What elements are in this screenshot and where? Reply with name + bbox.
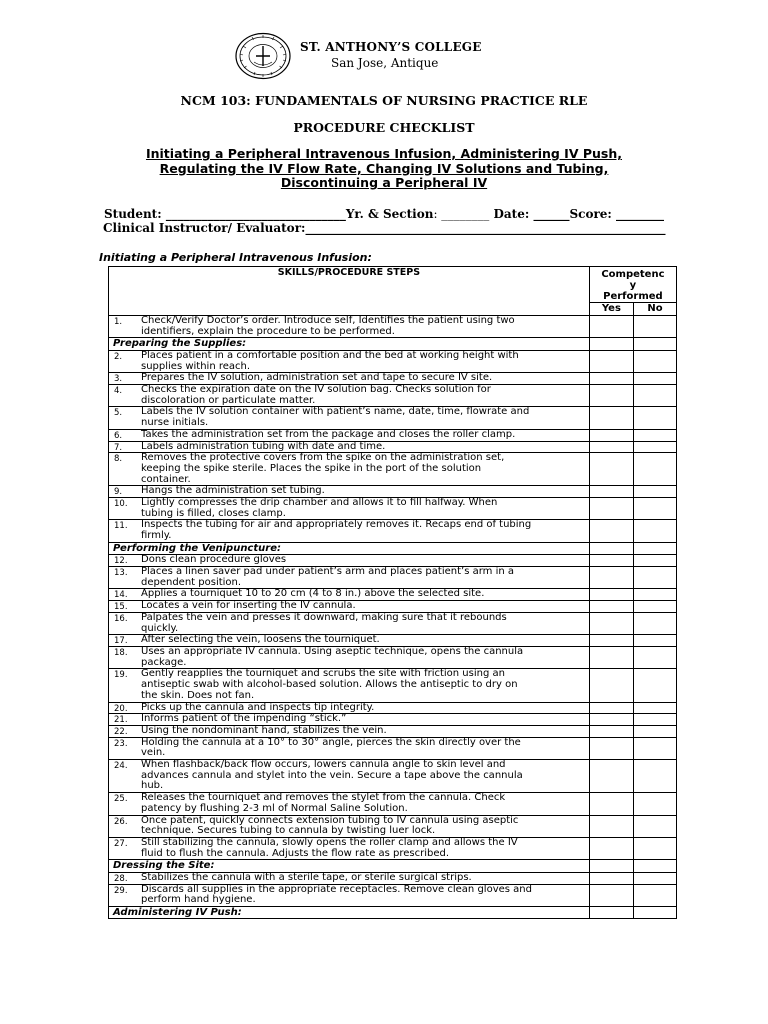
procedure-checklist-table xyxy=(108,266,677,919)
step-text-line: Locates a vein for inserting the IV cannula. xyxy=(141,600,356,612)
table-row xyxy=(109,837,677,859)
no-checkbox-cell[interactable] xyxy=(633,884,676,906)
yes-checkbox-cell[interactable] xyxy=(589,441,633,453)
no-checkbox-cell[interactable] xyxy=(633,520,676,542)
course-title: NCM 103: FUNDAMENTALS OF NURSING PRACTICE RLE xyxy=(180,93,588,108)
steps-column-header: SKILLS/PROCEDURE STEPS xyxy=(109,267,590,316)
yes-checkbox-cell[interactable] xyxy=(589,860,633,873)
no-checkbox-cell[interactable] xyxy=(633,373,676,385)
step-text-line: nurse initials. xyxy=(141,417,209,429)
step-number: 15. xyxy=(114,602,128,613)
yes-checkbox-cell[interactable] xyxy=(589,837,633,859)
step-cell xyxy=(109,567,590,589)
table-row xyxy=(109,872,677,884)
step-cell xyxy=(109,815,590,837)
yes-checkbox-cell[interactable] xyxy=(589,646,633,668)
competency-column-header xyxy=(589,267,676,303)
college-name: ST. ANTHONY’S COLLEGE xyxy=(300,40,482,54)
yes-checkbox-cell[interactable] xyxy=(589,793,633,815)
table-row xyxy=(109,316,677,338)
yes-checkbox-cell[interactable] xyxy=(589,316,633,338)
section-row xyxy=(109,860,677,873)
no-checkbox-cell[interactable] xyxy=(633,906,676,919)
score-label: Score: xyxy=(569,207,612,221)
step-text-line: Holding the cannula at a 10° to 30° angle, pierces the skin directly over the xyxy=(141,736,521,748)
no-checkbox-cell[interactable] xyxy=(633,567,676,589)
step-cell xyxy=(109,601,590,613)
step-text-line: Labels administration tubing with date and time. xyxy=(141,440,386,452)
no-checkbox-cell[interactable] xyxy=(633,385,676,407)
step-text-line: Lightly compresses the drip chamber and allows it to fill halfway. When xyxy=(141,497,498,509)
step-text-line: Picks up the cannula and inspects tip integrity. xyxy=(141,701,375,713)
step-number: 29. xyxy=(114,885,128,896)
step-cell xyxy=(109,453,590,486)
step-text-line: supplies within reach. xyxy=(141,360,251,372)
instructor-info-line xyxy=(103,221,665,235)
step-text-line: discoloration or particulate matter. xyxy=(141,394,316,406)
step-text-line: Gently reapplies the tourniquet and scrubs the site with friction using an xyxy=(141,668,505,680)
section-row xyxy=(109,542,677,555)
yes-checkbox-cell[interactable] xyxy=(589,567,633,589)
step-number: 22. xyxy=(114,726,128,737)
yes-checkbox-cell[interactable] xyxy=(589,760,633,793)
no-checkbox-cell[interactable] xyxy=(633,737,676,759)
yes-checkbox-cell[interactable] xyxy=(589,601,633,613)
no-checkbox-cell[interactable] xyxy=(633,635,676,647)
step-cell xyxy=(109,429,590,441)
step-text-line: vein. xyxy=(141,747,166,759)
table-row xyxy=(109,385,677,407)
table-row xyxy=(109,498,677,520)
step-cell xyxy=(109,486,590,498)
step-text-line: antiseptic swab with alcohol-based solution. Allows the antiseptic to dry on xyxy=(141,679,518,691)
competency-header-line: y xyxy=(629,280,637,291)
no-checkbox-cell[interactable] xyxy=(633,498,676,520)
no-checkbox-cell[interactable] xyxy=(633,669,676,702)
section-title: Preparing the Supplies: xyxy=(109,338,590,351)
table-row xyxy=(109,407,677,429)
step-number: 3. xyxy=(114,374,123,385)
no-checkbox-cell[interactable] xyxy=(633,837,676,859)
yes-checkbox-cell[interactable] xyxy=(589,906,633,919)
step-text-line: identifiers, explain the procedure to be performed. xyxy=(141,325,395,337)
no-checkbox-cell[interactable] xyxy=(633,407,676,429)
no-checkbox-cell[interactable] xyxy=(633,429,676,441)
yes-checkbox-cell[interactable] xyxy=(589,702,633,714)
table-row xyxy=(109,520,677,542)
table-row xyxy=(109,793,677,815)
step-text-line: Removes the protective covers from the spike on the administration set, xyxy=(141,452,505,464)
yes-checkbox-cell[interactable] xyxy=(589,669,633,702)
step-cell xyxy=(109,498,590,520)
step-cell xyxy=(109,702,590,714)
step-text-line: Releases the tourniquet and removes the stylet from the cannula. Check xyxy=(141,792,506,804)
table-row xyxy=(109,441,677,453)
date-field[interactable]: ______ xyxy=(529,207,570,221)
procedure-title xyxy=(100,147,668,191)
step-number: 11. xyxy=(114,521,128,532)
step-number: 14. xyxy=(114,590,128,601)
step-number: 21. xyxy=(114,715,128,726)
table-row xyxy=(109,815,677,837)
step-number: 28. xyxy=(114,873,128,884)
step-text-line: patency by flushing 2-3 ml of Normal Saline Solution. xyxy=(141,802,408,814)
step-cell xyxy=(109,793,590,815)
step-number: 17. xyxy=(114,636,128,647)
step-text-line: Places patient in a comfortable position and the bed at working height with xyxy=(141,349,519,361)
step-text-line: the skin. Does not fan. xyxy=(141,689,255,701)
college-seal-icon xyxy=(234,32,292,80)
step-number: 27. xyxy=(114,838,128,849)
step-text-line: Places a linen saver pad under patient’s arm and places patient’s arm in a xyxy=(141,566,514,578)
yes-checkbox-cell[interactable] xyxy=(589,737,633,759)
table-row xyxy=(109,669,677,702)
step-number: 8. xyxy=(114,454,123,465)
procedure-title-line: Discontinuing a Peripheral IV xyxy=(280,175,488,190)
no-checkbox-cell[interactable] xyxy=(633,815,676,837)
step-text-line: technique. Secures tubing to cannula by twisting luer lock. xyxy=(141,825,436,837)
date-label: Date: xyxy=(493,207,530,221)
section-row xyxy=(109,906,677,919)
section-title: Performing the Venipuncture: xyxy=(109,542,590,555)
no-checkbox-cell[interactable] xyxy=(633,872,676,884)
step-text-line: package. xyxy=(141,656,187,668)
step-text-line: tubing is filled, closes clamp. xyxy=(141,507,286,519)
step-cell xyxy=(109,635,590,647)
step-text-line: Stabilizes the cannula with a sterile tape, or sterile surgical strips. xyxy=(141,871,472,883)
step-cell xyxy=(109,520,590,542)
step-number: 2. xyxy=(114,351,123,362)
no-checkbox-cell[interactable] xyxy=(633,793,676,815)
no-checkbox-cell[interactable] xyxy=(633,601,676,613)
step-number: 12. xyxy=(114,556,128,567)
step-text-line: Using the nondominant hand, stabilizes the vein. xyxy=(141,724,387,736)
student-label: Student: xyxy=(104,207,162,221)
step-cell xyxy=(109,441,590,453)
step-cell xyxy=(109,884,590,906)
no-checkbox-cell[interactable] xyxy=(633,338,676,351)
step-number: 18. xyxy=(114,647,128,658)
step-number: 19. xyxy=(114,670,128,681)
college-location: San Jose, Antique xyxy=(331,56,439,70)
step-text-line: Uses an appropriate IV cannula. Using aseptic technique, opens the cannula xyxy=(141,645,524,657)
step-cell xyxy=(109,612,590,634)
step-number: 26. xyxy=(114,816,128,827)
yes-checkbox-cell[interactable] xyxy=(589,714,633,726)
table-row xyxy=(109,589,677,601)
step-text-line: Hangs the administration set tubing. xyxy=(141,485,325,497)
no-checkbox-cell[interactable] xyxy=(633,702,676,714)
no-checkbox-cell[interactable] xyxy=(633,453,676,486)
step-text-line: After selecting the vein, loosens the tourniquet. xyxy=(141,634,380,646)
step-number: 1. xyxy=(114,317,123,327)
yes-checkbox-cell[interactable] xyxy=(589,555,633,567)
table-row xyxy=(109,453,677,486)
step-number: 9. xyxy=(114,487,123,498)
score-field[interactable]: ________ xyxy=(611,207,665,221)
yes-checkbox-cell[interactable] xyxy=(589,635,633,647)
step-cell xyxy=(109,872,590,884)
step-text-line: Dons clean procedure gloves xyxy=(141,554,287,566)
no-checkbox-cell[interactable] xyxy=(633,441,676,453)
step-cell xyxy=(109,555,590,567)
step-number: 20. xyxy=(114,703,128,714)
no-checkbox-cell[interactable] xyxy=(633,316,676,338)
step-cell xyxy=(109,385,590,407)
step-text-line: quickly. xyxy=(141,622,179,634)
step-cell xyxy=(109,714,590,726)
step-number: 16. xyxy=(114,613,128,624)
table-row xyxy=(109,429,677,441)
step-text-line: dependent position. xyxy=(141,576,242,588)
no-checkbox-cell[interactable] xyxy=(633,350,676,372)
table-row xyxy=(109,567,677,589)
no-checkbox-cell[interactable] xyxy=(633,612,676,634)
step-cell xyxy=(109,350,590,372)
yes-checkbox-cell[interactable] xyxy=(589,612,633,634)
no-checkbox-cell[interactable] xyxy=(633,555,676,567)
step-cell xyxy=(109,373,590,385)
yes-checkbox-cell[interactable] xyxy=(589,725,633,737)
yes-checkbox-cell[interactable] xyxy=(589,520,633,542)
table-row xyxy=(109,702,677,714)
table-row xyxy=(109,350,677,372)
section-field[interactable]: : ________ xyxy=(433,207,490,221)
step-text-line: Palpates the vein and presses it downward, making sure that it rebounds xyxy=(141,611,507,623)
yes-checkbox-cell[interactable] xyxy=(589,872,633,884)
no-checkbox-cell[interactable] xyxy=(633,714,676,726)
section-label: Yr. & Section xyxy=(345,207,434,221)
step-text-line: Still stabilizing the cannula, slowly opens the roller clamp and allows the IV xyxy=(141,836,518,848)
yes-checkbox-cell[interactable] xyxy=(589,429,633,441)
instructor-field[interactable]: ____________________________________________________________ xyxy=(305,221,666,235)
table-row xyxy=(109,635,677,647)
step-number: 23. xyxy=(114,738,128,749)
step-number: 10. xyxy=(114,499,128,510)
step-text-line: firmly. xyxy=(141,530,172,542)
step-cell xyxy=(109,725,590,737)
step-number: 24. xyxy=(114,761,128,772)
no-checkbox-cell[interactable] xyxy=(633,486,676,498)
table-row xyxy=(109,737,677,759)
yes-checkbox-cell[interactable] xyxy=(589,373,633,385)
step-text-line: Inspects the tubing for air and appropriately removes it. Recaps end of tubing xyxy=(141,519,532,531)
step-number: 4. xyxy=(114,386,123,397)
checklist-label: PROCEDURE CHECKLIST xyxy=(293,120,475,135)
section-heading: Initiating a Peripheral Intravenous Infusion: xyxy=(99,251,372,264)
yes-checkbox-cell[interactable] xyxy=(589,338,633,351)
step-number: 25. xyxy=(114,794,128,805)
step-text-line: When flashback/back flow occurs, lowers cannula angle to skin level and xyxy=(141,759,506,771)
step-text-line: Applies a tourniquet 10 to 20 cm (4 to 8 in.) above the selected site. xyxy=(141,588,485,600)
table-row xyxy=(109,714,677,726)
yes-checkbox-cell[interactable] xyxy=(589,407,633,429)
checklist-body xyxy=(109,316,677,919)
step-text-line: Informs patient of the impending “stick.” xyxy=(141,713,347,725)
step-cell xyxy=(109,837,590,859)
step-number: 7. xyxy=(114,442,123,453)
step-number: 6. xyxy=(114,430,123,441)
no-checkbox-cell[interactable] xyxy=(633,542,676,555)
no-column-header: No xyxy=(633,303,676,316)
step-cell xyxy=(109,646,590,668)
procedure-title-line: Regulating the IV Flow Rate, Changing IV Solutions and Tubing, xyxy=(159,160,609,176)
yes-checkbox-cell[interactable] xyxy=(589,884,633,906)
table-row xyxy=(109,725,677,737)
yes-checkbox-cell[interactable] xyxy=(589,453,633,486)
section-row xyxy=(109,338,677,351)
table-row xyxy=(109,373,677,385)
step-text-line: keeping the spike sterile. Places the spike in the port of the solution xyxy=(141,462,482,474)
instructor-label: Clinical Instructor/ Evaluator: xyxy=(103,221,306,235)
step-text-line: container. xyxy=(141,473,191,485)
step-text-line: hub. xyxy=(141,780,164,792)
step-cell xyxy=(109,316,590,338)
table-row xyxy=(109,760,677,793)
yes-checkbox-cell[interactable] xyxy=(589,542,633,555)
step-number: 13. xyxy=(114,568,128,579)
competency-header-line: Competenc xyxy=(601,269,665,280)
yes-checkbox-cell[interactable] xyxy=(589,498,633,520)
yes-checkbox-cell[interactable] xyxy=(589,815,633,837)
no-checkbox-cell[interactable] xyxy=(633,760,676,793)
step-cell xyxy=(109,407,590,429)
step-text-line: Prepares the IV solution, administration set and tape to secure IV site. xyxy=(141,372,493,384)
step-text-line: Once patent, quickly connects extension tubing to IV cannula using aseptic xyxy=(141,814,519,826)
step-text-line: Checks the expiration date on the IV solution bag. Checks solution for xyxy=(141,384,491,396)
step-cell xyxy=(109,589,590,601)
yes-checkbox-cell[interactable] xyxy=(589,589,633,601)
table-row xyxy=(109,884,677,906)
step-text-line: Takes the administration set from the package and closes the roller clamp. xyxy=(141,428,516,440)
yes-checkbox-cell[interactable] xyxy=(589,486,633,498)
no-checkbox-cell[interactable] xyxy=(633,725,676,737)
procedure-title-line: Initiating a Peripheral Intravenous Infusion, Administering IV Push, xyxy=(145,146,623,161)
table-row xyxy=(109,601,677,613)
table-row xyxy=(109,555,677,567)
step-text-line: Discards all supplies in the appropriate receptacles. Remove clean gloves and xyxy=(141,883,532,895)
section-title: Dressing the Site: xyxy=(109,860,590,873)
step-text-line: advances cannula and stylet into the vein. Secure a tape above the cannula xyxy=(141,769,523,781)
step-cell xyxy=(109,737,590,759)
yes-column-header: Yes xyxy=(589,303,633,316)
no-checkbox-cell[interactable] xyxy=(633,646,676,668)
no-checkbox-cell[interactable] xyxy=(633,860,676,873)
competency-header-line: Performed xyxy=(603,291,663,302)
table-row xyxy=(109,646,677,668)
section-title: Administering IV Push: xyxy=(109,906,590,919)
step-text-line: Check/Verify Doctor’s order. Introduce self, Identifies the patient using two xyxy=(141,315,515,326)
student-field[interactable]: ______________________________ xyxy=(165,207,346,221)
step-number: 5. xyxy=(114,408,123,419)
step-text-line: perform hand hygiene. xyxy=(141,894,256,906)
step-text-line: Labels the IV solution container with patient’s name, date, time, flowrate and xyxy=(141,406,530,418)
step-text-line: fluid to flush the cannula. Adjusts the flow rate as prescribed. xyxy=(141,847,450,859)
student-info-line xyxy=(104,207,664,221)
table-row xyxy=(109,612,677,634)
step-cell xyxy=(109,669,590,702)
step-cell xyxy=(109,760,590,793)
yes-checkbox-cell[interactable] xyxy=(589,350,633,372)
no-checkbox-cell[interactable] xyxy=(633,589,676,601)
table-row xyxy=(109,486,677,498)
yes-checkbox-cell[interactable] xyxy=(589,385,633,407)
